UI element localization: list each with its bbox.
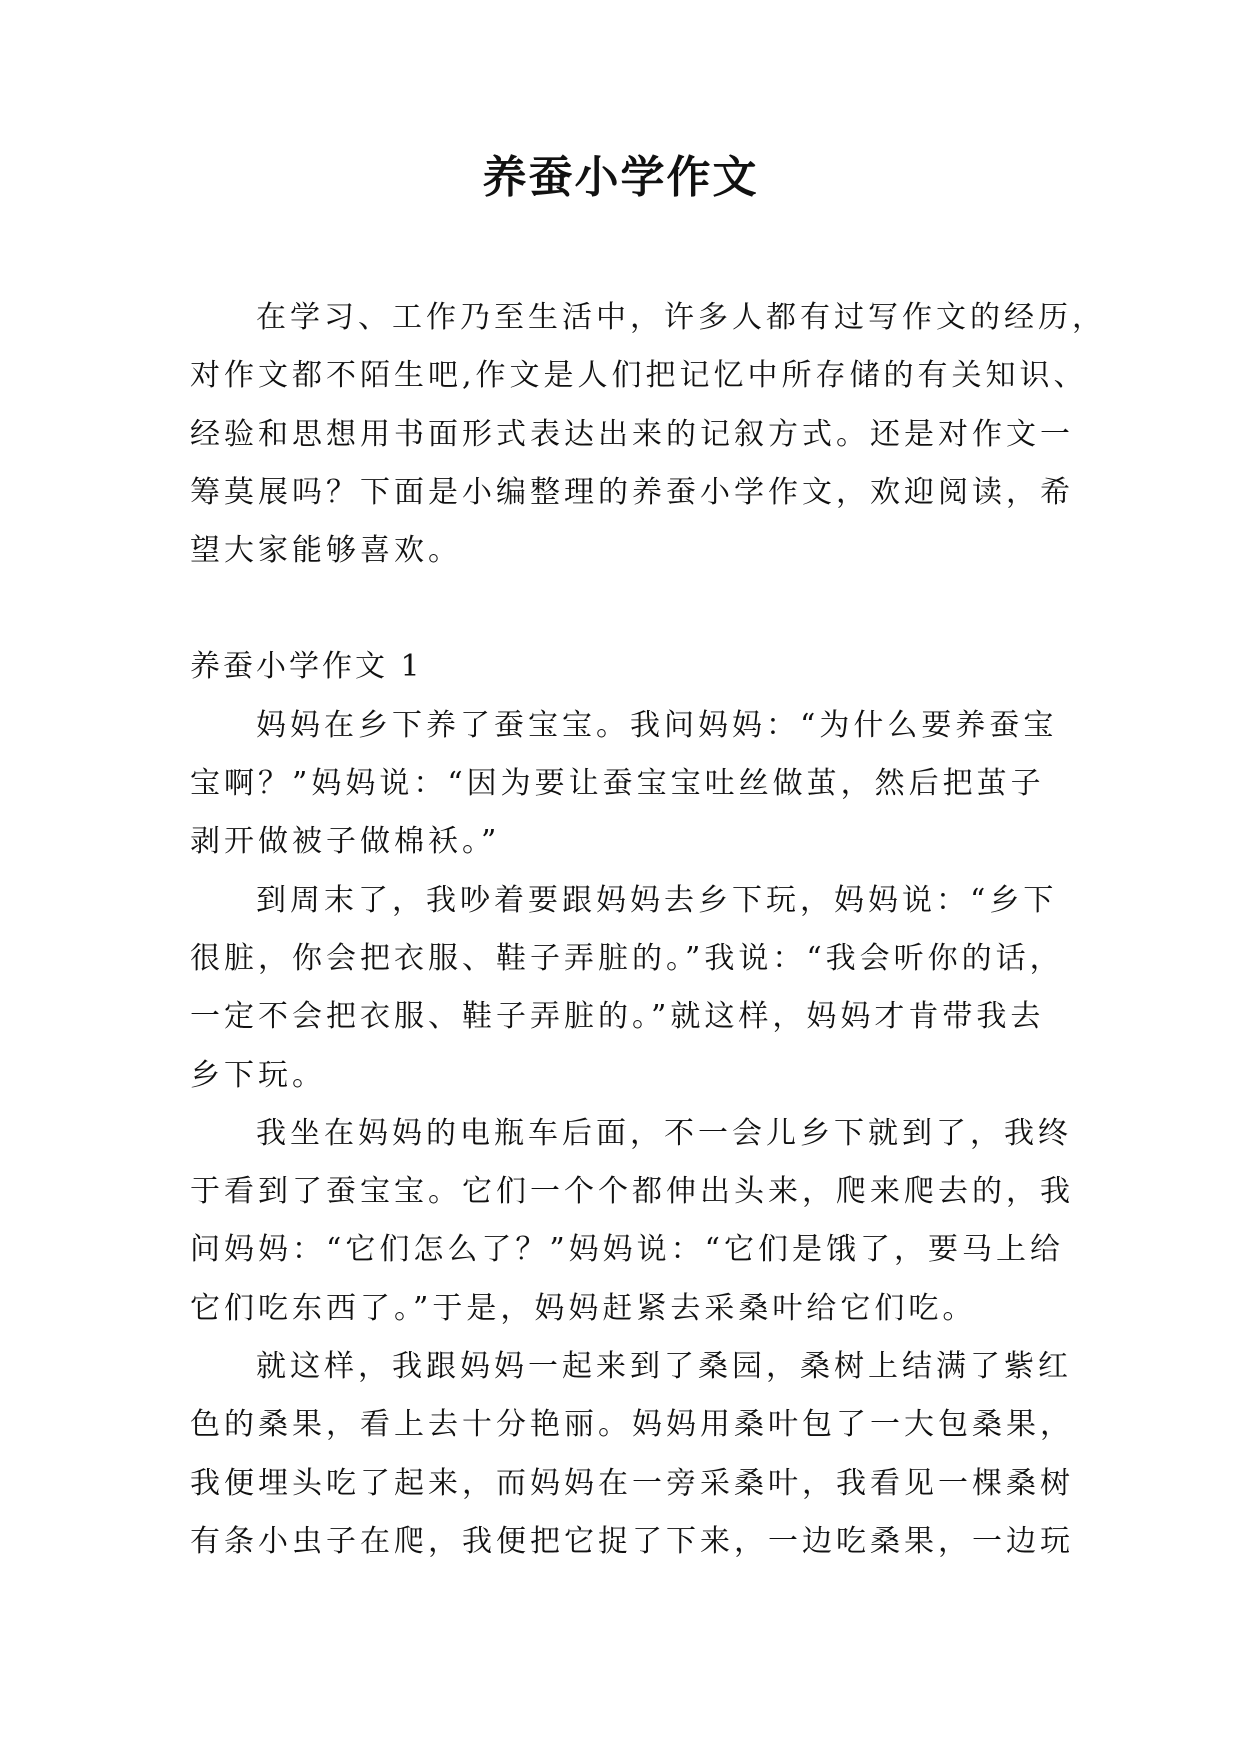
paragraph-line: 一定不会把衣服、鞋子弄脏的。”就这样，妈妈才肯带我去 (190, 999, 1045, 1035)
paragraph-line: 到周末了，我吵着要跟妈妈去乡下玩，妈妈说：“乡下 (256, 882, 1058, 918)
paragraph-line: 色的桑果，看上去十分艳丽。妈妈用桑叶包了一大包桑果， (190, 1407, 1074, 1443)
paragraph-line: 宝啊？”妈妈说：“因为要让蚕宝宝吐丝做茧，然后把茧子 (190, 766, 1045, 802)
paragraph-line: 就这样，我跟妈妈一起来到了桑园，桑树上结满了紫红 (256, 1349, 1072, 1385)
paragraph-line: 有条小虫子在爬，我便把它捉了下来，一边吃桑果，一边玩 (190, 1523, 1074, 1559)
essay-paragraph (190, 697, 1070, 872)
essay-paragraph (190, 872, 1070, 1105)
paragraph-line: 我便埋头吃了起来，而妈妈在一旁采桑叶，我看见一棵桑树 (190, 1465, 1074, 1501)
document-title: 养蚕小学作文 (482, 152, 759, 203)
paragraph-line: 于看到了蚕宝宝。它们一个个都伸出头来，爬来爬去的，我 (190, 1174, 1074, 1210)
intro-line: 对作文都不陌生吧,作文是人们把记忆中所存储的有关知识、 (190, 358, 1088, 394)
document-body (190, 289, 1106, 1571)
paragraph-line: 问妈妈：“它们怎么了？”妈妈说：“它们是饿了，要马上给 (190, 1232, 1065, 1268)
essay-paragraph (190, 1338, 1074, 1571)
paragraph-line: 很脏，你会把衣服、鞋子弄脏的。”我说：“我会听你的话， (190, 940, 1064, 976)
intro-line: 望大家能够喜欢。 (190, 533, 462, 569)
intro-line: 在学习、工作乃至生活中，许多人都有过写作文的经历， (256, 300, 1106, 335)
section-heading: 养蚕小学作文 1 (190, 649, 423, 685)
intro-line: 经验和思想用书面形式表达出来的记叙方式。还是对作文一 (190, 416, 1074, 452)
paragraph-spacer (190, 580, 1070, 638)
paragraph-line: 剥开做被子做棉袄。” (190, 824, 501, 860)
paragraph-line: 乡下玩。 (190, 1057, 326, 1093)
paragraph-line: 我坐在妈妈的电瓶车后面，不一会儿乡下就到了，我终 (256, 1115, 1072, 1151)
essay-paragraph (190, 1105, 1074, 1338)
paragraph-line: 妈妈在乡下养了蚕宝宝。我问妈妈：“为什么要养蚕宝 (256, 707, 1058, 743)
intro-paragraph (190, 289, 1106, 580)
paragraph-line: 它们吃东西了。”于是，妈妈赶紧去采桑叶给它们吃。 (190, 1290, 977, 1326)
intro-line: 筹莫展吗？下面是小编整理的养蚕小学作文，欢迎阅读，希 (190, 474, 1074, 510)
